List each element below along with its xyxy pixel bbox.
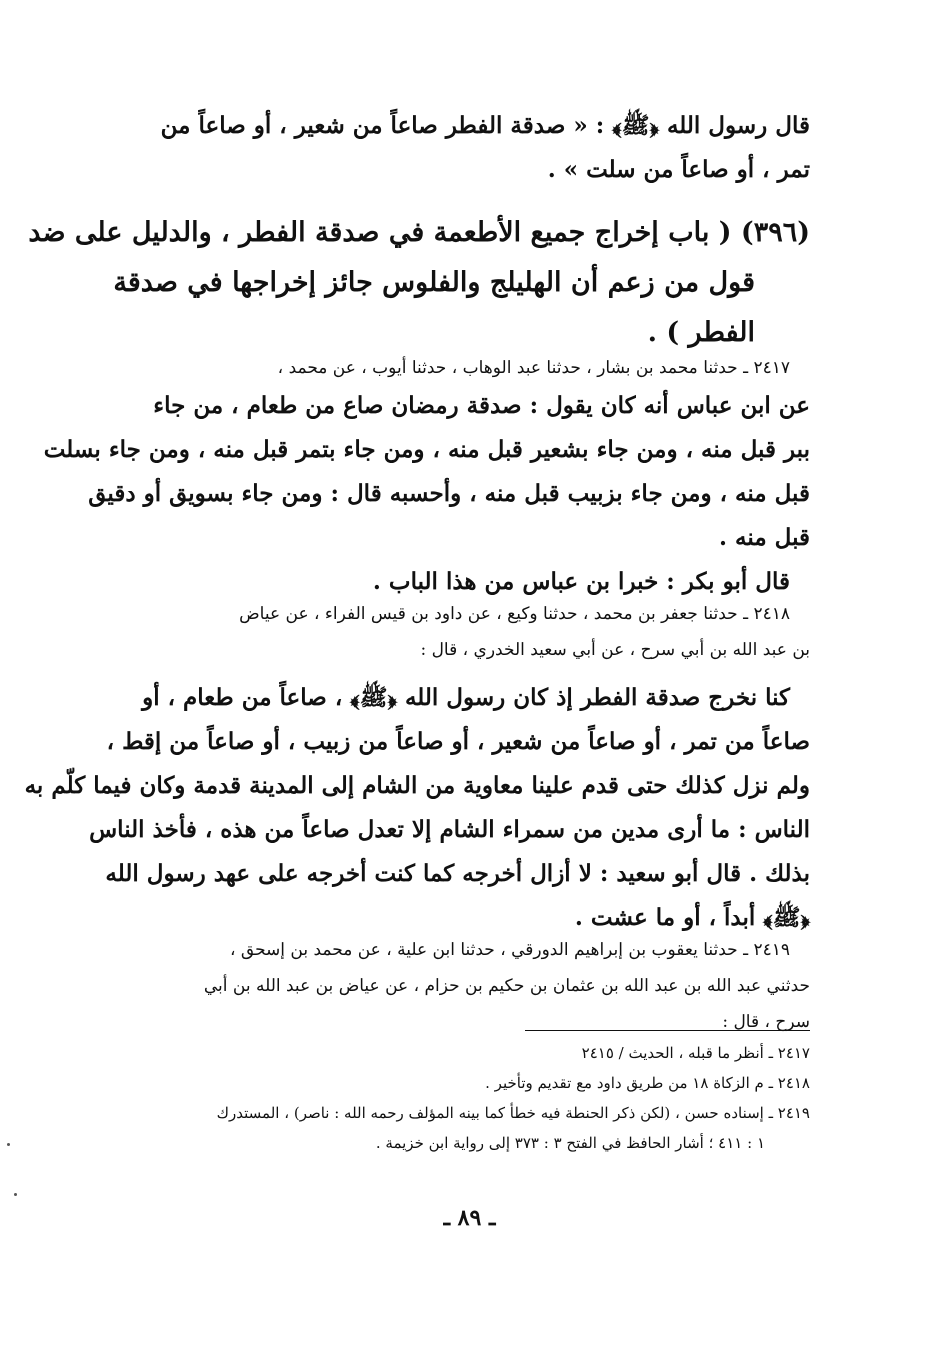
text-line: ﴿ﷺ﴾ أبداً ، أو ما عشت .: [574, 904, 810, 931]
footnote-separator: [525, 1030, 810, 1031]
footnote: ١ : ٤١١ ؛ أشار الحافظ في الفتح ٣ : ٣٧٣ إلى رواية ابن خزيمة .: [375, 1134, 765, 1152]
text-line: الناس : ما أرى مدين من سمراء الشام إلا تعدل صاعاً من هذه ، فأخذ الناس: [89, 816, 810, 843]
footnote: ٢٤١٧ ـ أنظر ما قبله ، الحديث / ٢٤١٥: [581, 1044, 810, 1062]
isnad-line: بن عبد الله بن أبي سرح ، عن أبي سعيد الخدري ، قال :: [420, 640, 810, 660]
intro-text: [130, 104, 810, 148]
text-line: قبل منه .: [719, 524, 810, 551]
footnotes: [130, 1038, 810, 1158]
author-comment: قال أبو بكر : خبرا بن عباس من هذا الباب .: [372, 568, 790, 595]
scan-speck: [14, 1193, 17, 1196]
text-line: ببر قبل منه ، ومن جاء بشعير قبل منه ، ومن جاء بتمر قبل منه ، ومن جاء بسلت: [43, 436, 810, 463]
hadith-2417-text: [43, 384, 810, 604]
text-line: بذلك . قال أبو سعيد : لا أزال أخرجه كما كنت أخرجه على عهد رسول الله: [105, 860, 810, 887]
heading-line: الفطر ) .: [647, 317, 755, 348]
text-line: قبل منه ، ومن جاء بزبيب قبل منه ، وأحسبه قال : ومن جاء بسويق أو دقيق: [88, 480, 810, 507]
intro-text-end: [130, 148, 810, 192]
text-line: تمر ، أو صاعاً من سلت » .: [547, 156, 810, 183]
text-line: قال رسول الله ﴿ﷺ﴾ : « صدقة الفطر صاعاً من شعير ، أو صاعاً من: [160, 112, 810, 139]
isnad-line: ٢٤١٨ ـ حدثنا جعفر بن محمد ، حدثنا وكيع ، عن داود بن قيس الفراء ، عن عياض: [239, 604, 790, 624]
chapter-heading: [28, 208, 810, 358]
isnad-line: حدثني عبد الله بن عبد الله بن عثمان بن حكيم بن حزام ، عن عياض بن عبد الله بن أبي: [203, 976, 810, 996]
heading-line: قول من زعم أن الهليلج والفلوس جائز إخراجها في صدقة: [113, 267, 755, 298]
hadith-2418-text: [24, 676, 810, 940]
isnad-line: سرح ، قال :: [722, 1012, 810, 1032]
text-line: صاعاً من تمر ، أو صاعاً من شعير ، أو صاعاً من زبيب ، أو صاعاً من إقط ،: [106, 728, 810, 755]
isnad-line: ٢٤١٩ ـ حدثنا يعقوب بن إبراهيم الدورقي ، حدثنا ابن علية ، عن محمد بن إسحق ،: [230, 940, 790, 960]
hadith-2417-isnad: [130, 350, 810, 386]
text-line: كنا نخرج صدقة الفطر إذ كان رسول الله ﴿ﷺ﴾ ، صاعاً من طعام ، أو: [142, 684, 790, 711]
text-line: ولم نزل كذلك حتى قدم علينا معاوية من الشام إلى المدينة قدمة وكان فيما كلّم به: [24, 772, 810, 799]
footnote: ٢٤١٨ ـ م الزكاة ١٨ من طريق داود مع تقديم وتأخير .: [485, 1074, 810, 1092]
hadith-2419-isnad: [130, 932, 810, 1040]
footnote: ٢٤١٩ ـ إسناده حسن ، (لكن ذكر الحنطة فيه خطأ كما بينه المؤلف رحمه الله : ناصر) ، المستدرك: [216, 1104, 810, 1122]
scan-speck: [7, 1143, 10, 1146]
page-number: ـ ٨٩ ـ: [443, 1205, 496, 1231]
text-line: عن ابن عباس أنه كان يقول : صدقة رمضان صاع من طعام ، من جاء: [153, 392, 810, 419]
heading-line: (٣٩٦) ( باب إخراج جميع الأطعمة في صدقة الفطر ، والدليل على ضد: [28, 217, 810, 248]
hadith-2418-isnad: [130, 596, 810, 668]
isnad-line: ٢٤١٧ ـ حدثنا محمد بن بشار ، حدثنا عبد الوهاب ، حدثنا أيوب ، عن محمد ،: [277, 358, 790, 378]
